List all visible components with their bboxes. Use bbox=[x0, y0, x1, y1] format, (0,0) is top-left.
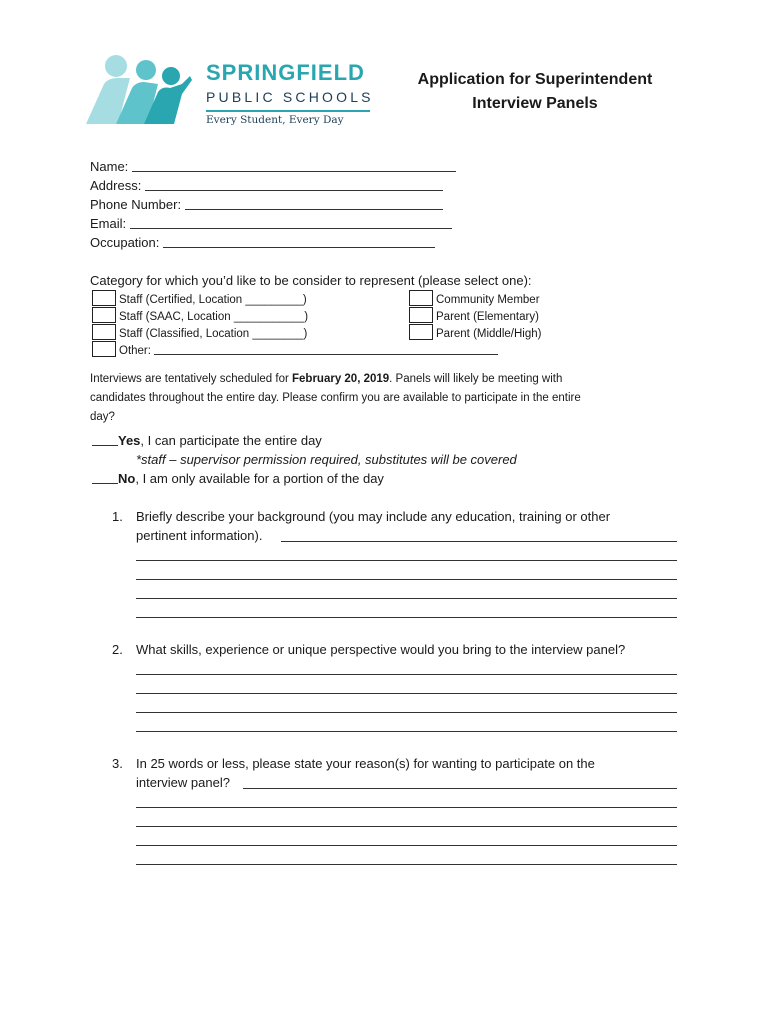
checkbox[interactable] bbox=[92, 324, 116, 340]
category-option-parent-elementary[interactable]: Parent (Elementary) bbox=[409, 307, 539, 327]
address-field[interactable] bbox=[90, 176, 443, 195]
category-option-staff-saac[interactable]: Staff (SAAC, Location ___________) bbox=[92, 307, 308, 327]
checkbox[interactable] bbox=[92, 341, 116, 357]
answer-line[interactable] bbox=[243, 788, 677, 789]
phone-label: Phone Number: bbox=[90, 197, 182, 212]
email-label: Email: bbox=[90, 216, 127, 231]
title-line-2: Interview Panels bbox=[472, 95, 598, 112]
occupation-field[interactable] bbox=[90, 233, 435, 252]
logo-tagline: Every Student, Every Day bbox=[206, 114, 344, 126]
answer-line[interactable] bbox=[136, 598, 677, 599]
answer-line[interactable] bbox=[136, 845, 677, 846]
availability-yes-option[interactable]: Yes, I can participate the entire day bbox=[92, 431, 322, 450]
name-label: Name: bbox=[90, 159, 129, 174]
answer-line[interactable] bbox=[136, 617, 677, 618]
district-logo bbox=[78, 54, 378, 134]
checkbox[interactable] bbox=[92, 307, 116, 323]
address-blank[interactable] bbox=[145, 177, 443, 191]
people-figures-icon bbox=[78, 54, 198, 126]
checkbox[interactable] bbox=[92, 290, 116, 306]
logo-divider bbox=[206, 110, 370, 112]
address-label: Address: bbox=[90, 178, 142, 193]
answer-line[interactable] bbox=[136, 712, 677, 713]
answer-line[interactable] bbox=[136, 560, 677, 561]
phone-blank[interactable] bbox=[185, 196, 443, 210]
answer-line[interactable] bbox=[136, 693, 677, 694]
email-field[interactable] bbox=[90, 214, 452, 233]
category-option-staff-classified[interactable]: Staff (Classified, Location ________) bbox=[92, 324, 307, 344]
logo-title: SPRINGFIELD bbox=[206, 60, 365, 85]
answer-line[interactable] bbox=[281, 541, 677, 542]
interviews-paragraph: Interviews are tentatively scheduled for February 20, 2019. Panels will likely be meeting with candidates throughout the entire day. Please confirm you are available to participate in the entire day? bbox=[90, 373, 581, 423]
checkbox[interactable] bbox=[409, 290, 433, 306]
answer-line[interactable] bbox=[136, 864, 677, 865]
page-title bbox=[380, 68, 690, 116]
category-option-staff-certified[interactable]: Staff (Certified, Location _________) bbox=[92, 290, 307, 310]
answer-line[interactable] bbox=[136, 579, 677, 580]
interview-date: February 20, 2019 bbox=[292, 373, 390, 385]
name-blank[interactable] bbox=[132, 158, 456, 172]
no-blank[interactable] bbox=[92, 470, 118, 484]
occupation-blank[interactable] bbox=[163, 234, 435, 248]
name-field[interactable] bbox=[90, 157, 456, 176]
category-option-community-member[interactable]: Community Member bbox=[409, 290, 540, 310]
logo-subtitle: PUBLIC SCHOOLS bbox=[206, 89, 374, 105]
occupation-label: Occupation: bbox=[90, 235, 160, 250]
checkbox[interactable] bbox=[409, 324, 433, 340]
availability-no-option[interactable]: No, I am only available for a portion of the day bbox=[92, 469, 384, 488]
title-line-1: Application for Superintendent bbox=[417, 71, 653, 88]
yes-blank[interactable] bbox=[92, 432, 118, 446]
answer-line[interactable] bbox=[136, 826, 677, 827]
category-option-other[interactable]: Other: bbox=[92, 341, 498, 361]
checkbox[interactable] bbox=[409, 307, 433, 323]
category-option-parent-middle-high[interactable]: Parent (Middle/High) bbox=[409, 324, 541, 344]
staff-permission-note: *staff – supervisor permission required, substitutes will be covered bbox=[136, 452, 517, 467]
answer-line[interactable] bbox=[136, 731, 677, 732]
answer-line[interactable] bbox=[136, 807, 677, 808]
email-blank[interactable] bbox=[130, 215, 452, 229]
answer-line[interactable] bbox=[136, 674, 677, 675]
category-prompt: Category for which you’d like to be consider to represent (please select one): bbox=[90, 273, 532, 288]
phone-field[interactable] bbox=[90, 195, 443, 214]
